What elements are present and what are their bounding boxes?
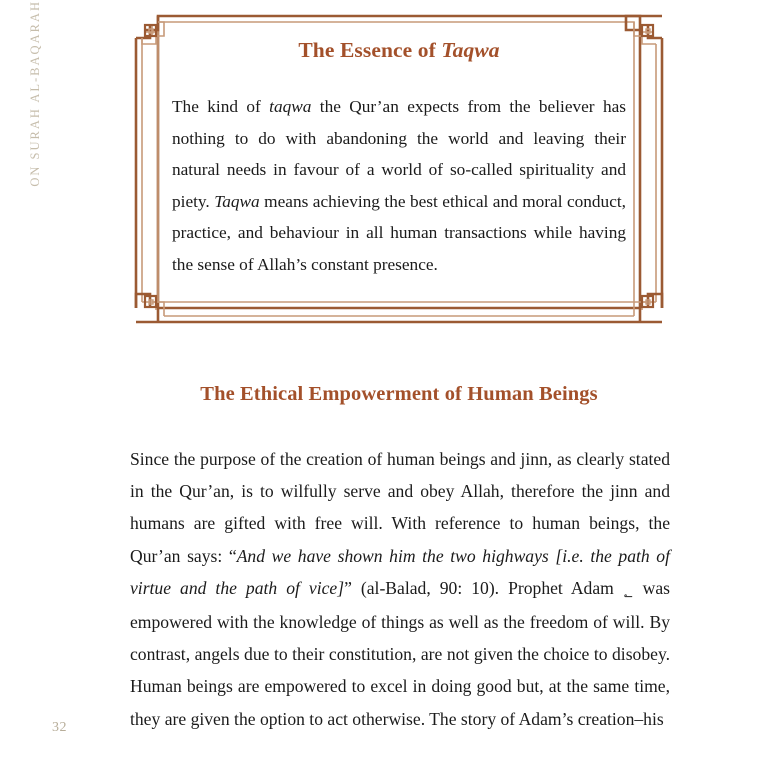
section-heading: The Ethical Empowerment of Human Beings bbox=[200, 383, 598, 405]
body-paragraph: Since the purpose of the creation of human beings and jinn, as clearly stated in the Qur’an, is to wilfully serve and obey Allah, therefore the jinn and humans are gifted with free will. With reference to human beings, the Qur’an says: “And we have shown him the two highways [i.e. the path of virtue and the path of vice]” (al-Balad, 90: 10). Prophet Adam ؂ was empowered with the knowledge of things as well as the freedom of will. By contrast, angels due to their constitution, are not given the choice to disobey. Human beings are empowered to excel in doing good but, at the same time, they are given the option to act otherwise. The story of Adam’s creation–his bbox=[130, 449, 671, 729]
callout-title-italic: Taqwa bbox=[441, 38, 500, 62]
callout-box bbox=[128, 8, 670, 330]
running-header-text: ON SURAH AL-BAQARAH bbox=[27, 0, 42, 187]
page-number: 32 bbox=[52, 720, 67, 735]
running-header bbox=[0, 0, 70, 270]
honorific-glyph-icon: ؂ bbox=[623, 582, 633, 599]
callout-title bbox=[164, 30, 634, 63]
callout-body-text: The kind of taqwa the Qur’an expects from the believer has nothing to do with abandoning the world and leaving their natural needs in favour of a world of so-called spirituality and piety. Taqwa means achieving the best ethical and moral conduct, practice, and behaviour in all human transactions while having the sense of Allah’s constant presence. bbox=[172, 97, 626, 274]
callout-title-prefix: The Essence of bbox=[298, 38, 442, 62]
content-column bbox=[128, 0, 671, 729]
callout-inner bbox=[164, 30, 634, 306]
